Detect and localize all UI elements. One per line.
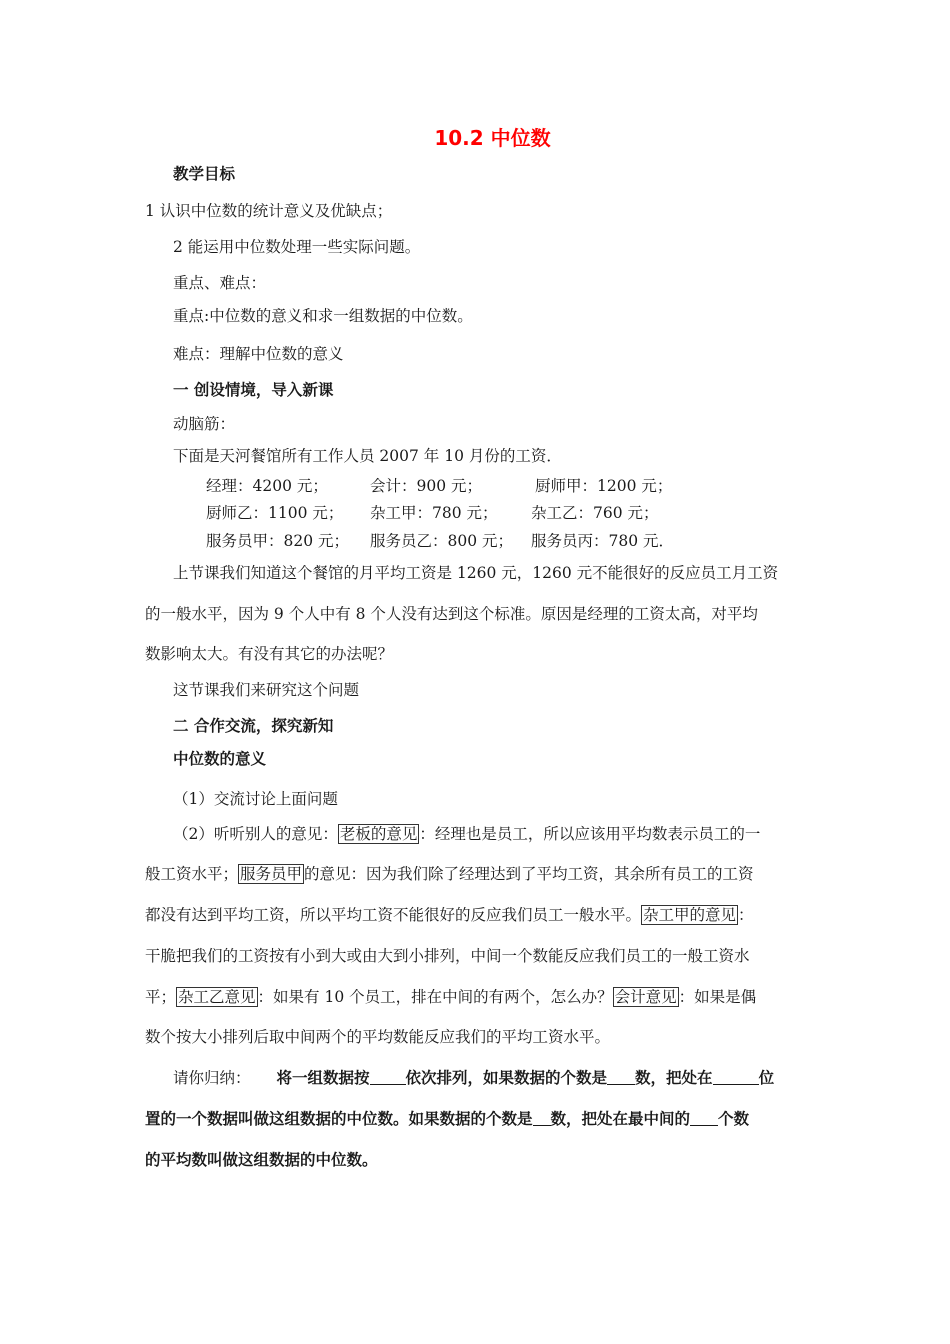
objectives-heading: 教学目标 [173, 165, 236, 183]
objective-2: 2 能运用中位数处理一些实际问题。 [173, 238, 421, 256]
accountant-opinion-box: 会计意见 [614, 988, 677, 1006]
boss-opinion-box: 老板的意见 [339, 825, 418, 843]
section-1-heading: 一 创设情境，导入新课 [173, 381, 334, 399]
salary-item: 服务员丙：780 元． [531, 532, 675, 550]
median-meaning-heading: 中位数的意义 [173, 750, 267, 768]
salary-item: 服务员甲：820 元； [206, 532, 350, 550]
summary-line: 置的一个数据叫做这组数据的中位数。如果数据的个数是 数，把处在最中间的 个数 [145, 1110, 750, 1128]
salary-item: 服务员乙：800 元； [370, 532, 514, 550]
fill-blank[interactable] [690, 1111, 718, 1126]
opinion-line: 都没有达到平均工资，所以平均工资不能很好的反应我们员工一般水平。 杂工甲的意见 ： [145, 906, 754, 924]
fill-blank[interactable] [370, 1070, 406, 1085]
paragraph-line: 的一般水平，因为 9 个人中有 8 个人没有达到这个标准。原因是经理的工资太高，对平均 [145, 605, 758, 623]
handyman-b-opinion-box: 杂工乙意见 [178, 988, 256, 1006]
opinion-line: （2）听听别人的意见： 老板的意见 ：经理也是员工，所以应该用平均数表示员工的一 [173, 825, 761, 843]
key-point: 重点:中位数的意义和求一组数据的中位数。 [173, 307, 473, 325]
fill-blank[interactable] [607, 1070, 635, 1085]
waiter-opinion-box: 服务员甲 [240, 865, 303, 883]
difficult-point: 难点：理解中位数的意义 [173, 345, 344, 363]
summary-line: 的平均数叫做这组数据的中位数。 [145, 1151, 378, 1169]
summary-lead: 请你归纳： [173, 1069, 251, 1087]
salary-item: 杂工甲：780 元； [370, 504, 498, 522]
opinion-line: 平； 杂工乙意见 ：如果有 10 个员工，排在中间的有两个，怎么办？ 会计意见 ：如果是偶 [145, 988, 757, 1006]
page-title: 10.2 中位数 [434, 126, 551, 150]
salary-item: 会计：900 元； [370, 477, 483, 495]
section-2-heading: 二 合作交流，探究新知 [173, 717, 334, 735]
opinion-line: 数个按大小排列后取中间两个的平均数能反应我们的平均工资水平。 [145, 1028, 611, 1046]
salary-item: 厨师乙：1100 元； [206, 504, 344, 522]
salary-item: 杂工乙：760 元； [531, 504, 659, 522]
brainstorm-label: 动脑筋： [173, 415, 236, 433]
step-1: （1）交流讨论上面问题 [173, 790, 338, 808]
opinion-line: 干脆把我们的工资按有小到大或由大到小排列，中间一个数能反应我们员工的一般工资水 [145, 947, 750, 965]
fill-blank[interactable] [533, 1111, 551, 1126]
research-line: 这节课我们来研究这个问题 [173, 681, 360, 699]
paragraph-line: 上节课我们知道这个餐馆的月平均工资是 1260 元，1260 元不能很好的反应员工月工资 [173, 564, 779, 582]
key-points-heading: 重点、难点： [173, 274, 267, 292]
intro-text: 下面是天河餐馆所有工作人员 2007 年 10 月份的工资． [173, 447, 562, 465]
salary-item: 经理：4200 元； [206, 477, 328, 495]
opinion-line: 般工资水平； 服务员甲 的意见：因为我们除了经理达到了平均工资，其余所有员工的工资 [145, 865, 754, 883]
salary-item: 厨师甲：1200 元； [535, 477, 673, 495]
objective-1: 1 认识中位数的统计意义及优缺点； [145, 202, 393, 220]
fill-blank[interactable] [713, 1070, 759, 1085]
paragraph-line: 数影响太大。有没有其它的办法呢？ [145, 645, 394, 663]
summary-line: 请你归纳： 将一组数据按 依次排列，如果数据的个数是 数，把处在 位 [173, 1069, 775, 1087]
handyman-a-opinion-box: 杂工甲的意见 [643, 906, 737, 924]
